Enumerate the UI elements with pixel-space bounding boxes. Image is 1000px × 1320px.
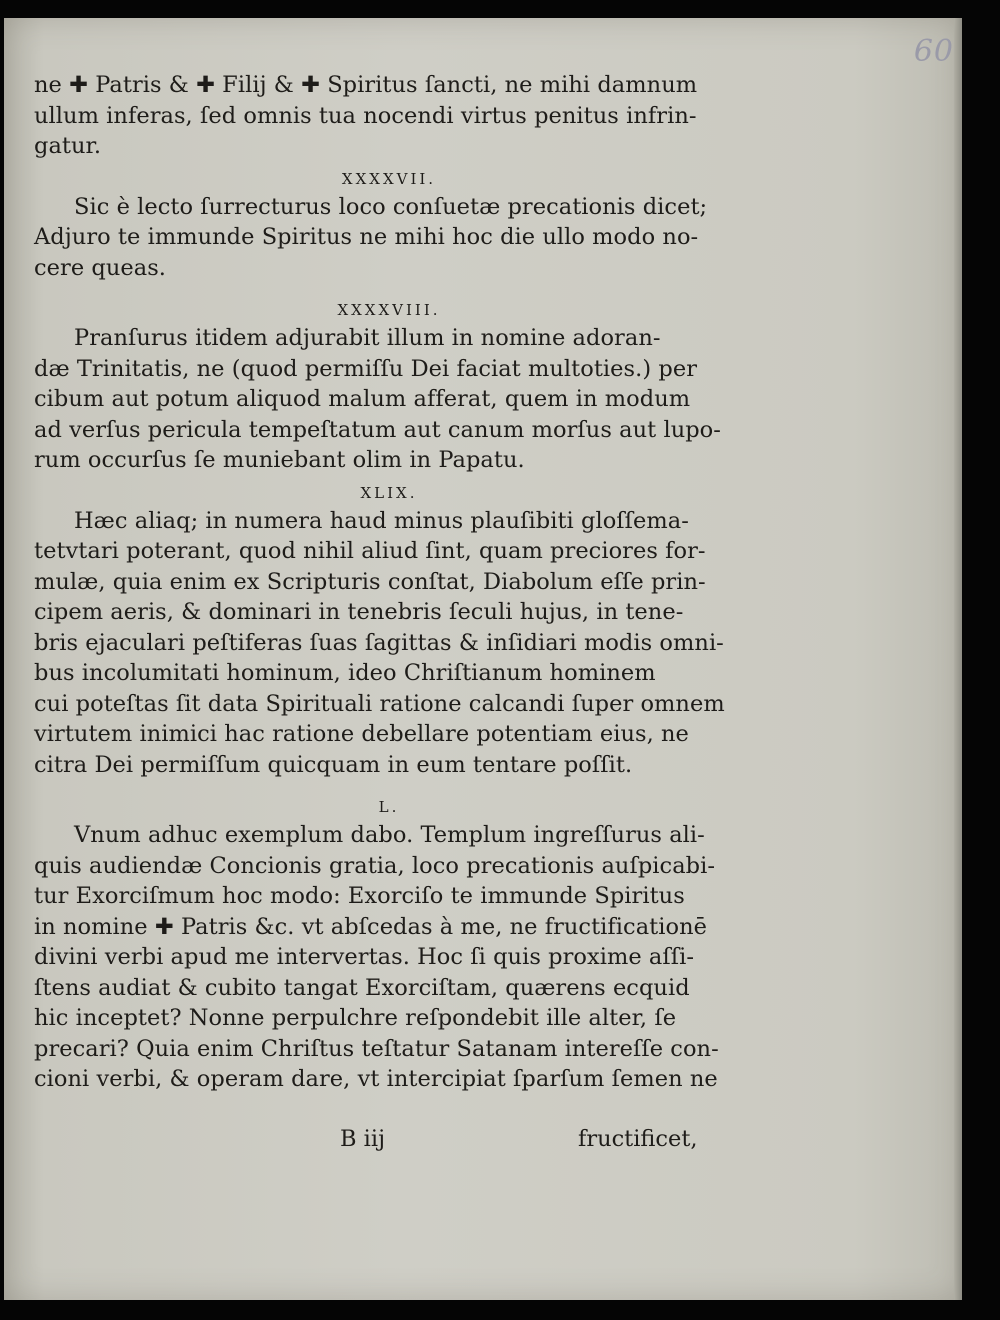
book-page bbox=[4, 18, 962, 1300]
text-line: ne ✚ Patris & ✚ Filij & ✚ Spiritus ſancti, ne mihi damnum bbox=[34, 72, 698, 98]
text-line: ad verſus pericula tempeſtatum aut canum morſus aut lupo- bbox=[34, 416, 721, 443]
signature-mark: B iij bbox=[340, 1126, 386, 1152]
text-line: virtutem inimici hac ratione debellare potentiam eius, ne bbox=[34, 721, 689, 747]
text-line: cipem aeris, & dominari in tenebris ſeculi hujus, in tene- bbox=[34, 599, 684, 625]
text-line: cioni verbi, & operam dare, vt intercipiat ſparſum ſemen ne bbox=[34, 1066, 718, 1092]
text-line: Sic è lecto ſurrecturus loco conſuetæ precationis dicet; bbox=[74, 193, 708, 220]
text-line: Pranſurus itidem adjurabit illum in nomine adoran- bbox=[74, 325, 661, 351]
page-edge bbox=[954, 18, 962, 1300]
text-line: divini verbi apud me intervertas. Hoc ſi quis proxime aſſi- bbox=[34, 944, 695, 970]
text-line: Vnum adhuc exemplum dabo. Templum ingreſſurus ali- bbox=[74, 822, 705, 848]
text-line: precari? Quia enim Chriſtus teſtatur Satanam intereſſe con- bbox=[34, 1035, 719, 1062]
text-line: ullum inferas, ſed omnis tua nocendi virtus penitus infrin- bbox=[34, 102, 697, 129]
section-heading: XLIX. bbox=[360, 483, 418, 502]
text-line: in nomine ✚ Patris &c. vt abſcedas à me, ne fructificationē bbox=[34, 913, 707, 940]
page-text bbox=[34, 70, 725, 1095]
section-heading: XXXXVIII. bbox=[337, 301, 441, 319]
section-heading: XXXXVII. bbox=[341, 169, 437, 188]
text-line: tur Exorciſmum hoc modo: Exorciſo te immunde Spiritus bbox=[34, 883, 685, 909]
text-line: dæ Trinitatis, ne (quod permiſſu Dei faciat multoties.) per bbox=[34, 355, 697, 382]
text-line: bris ejaculari peſtiferas ſuas ſagittas & inſidiari modis omni- bbox=[34, 629, 724, 656]
text-line: citra Dei permiſſum quicquam in eum tentare poſſit. bbox=[34, 751, 633, 778]
folio-number: 60 bbox=[913, 34, 954, 69]
text-line: cui poteſtas ſit data Spirituali ratione calcandi ſuper omnem bbox=[34, 690, 725, 717]
text-line: cibum aut potum aliquod malum afferat, quem in modum bbox=[34, 386, 691, 412]
text-line: Adjuro te immunde Spiritus ne mihi hoc die ullo modo no- bbox=[34, 224, 699, 250]
text-line: ſtens audiat & cubito tangat Exorciſtam, quærens ecquid bbox=[34, 974, 690, 1001]
text-line: quis audiendæ Concionis gratia, loco precationis auſpicabi- bbox=[34, 852, 716, 879]
text-line: Hæc aliaq; in numera haud minus plauſibiti gloſſema- bbox=[74, 507, 689, 534]
text-line: mulæ, quia enim ex Scripturis conſtat, Diabolum eſſe prin- bbox=[34, 568, 706, 595]
text-line: tetvtari poterant, quod nihil aliud ſint, quam preciores for- bbox=[34, 538, 706, 564]
text-line: gatur. bbox=[34, 133, 102, 159]
text-line: hic inceptet? Nonne perpulchre reſpondebit ille alter, ſe bbox=[34, 1005, 677, 1031]
text-line: cere queas. bbox=[34, 254, 167, 281]
section-heading: L. bbox=[378, 798, 400, 816]
catchword: fructificet, bbox=[578, 1126, 698, 1152]
text-line: rum occurſus ſe muniebant olim in Papatu. bbox=[34, 447, 525, 473]
text-line: bus incolumitati hominum, ideo Chriſtianum hominem bbox=[34, 660, 656, 686]
